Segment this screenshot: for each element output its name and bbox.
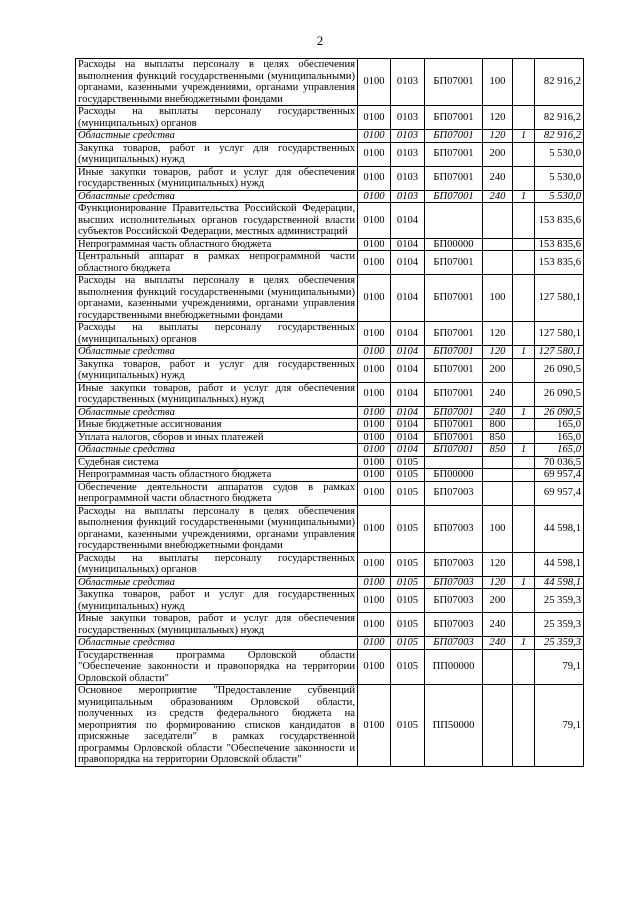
cell-subsection-code: 0104 <box>391 346 425 359</box>
table-row <box>76 358 584 382</box>
cell-amount: 69 957,4 <box>535 469 584 482</box>
cell-section-code: 0100 <box>358 238 391 251</box>
table-row <box>76 142 584 166</box>
cell-amount: 127 580,1 <box>535 322 584 346</box>
cell-target-article: БП07001 <box>425 346 483 359</box>
cell-expense-type <box>483 685 513 767</box>
cell-target-article: БП07001 <box>425 142 483 166</box>
table-row <box>76 444 584 457</box>
table-row <box>76 613 584 637</box>
cell-target-article: БП07001 <box>425 358 483 382</box>
cell-funding-source: 1 <box>513 190 535 203</box>
cell-amount: 127 580,1 <box>535 346 584 359</box>
cell-section-code: 0100 <box>358 552 391 576</box>
cell-name: Областные средства <box>76 637 358 650</box>
cell-section-code: 0100 <box>358 142 391 166</box>
table-row <box>76 106 584 130</box>
cell-name: Расходы на выплаты персоналу государственных (муниципальных) органов <box>76 552 358 576</box>
page-number: 2 <box>316 33 324 48</box>
cell-section-code: 0100 <box>358 358 391 382</box>
cell-section-code: 0100 <box>358 190 391 203</box>
cell-expense-type: 120 <box>483 130 513 143</box>
cell-amount: 79,1 <box>535 649 584 685</box>
cell-amount: 82 916,2 <box>535 106 584 130</box>
cell-name: Закупка товаров, работ и услуг для государственных (муниципальных) нужд <box>76 358 358 382</box>
cell-expense-type: 240 <box>483 190 513 203</box>
cell-target-article: БП07001 <box>425 166 483 190</box>
cell-subsection-code: 0103 <box>391 130 425 143</box>
cell-target-article: БП00000 <box>425 238 483 251</box>
cell-section-code: 0100 <box>358 649 391 685</box>
cell-section-code: 0100 <box>358 637 391 650</box>
cell-funding-source: 1 <box>513 637 535 650</box>
cell-subsection-code: 0105 <box>391 481 425 505</box>
cell-section-code: 0100 <box>358 346 391 359</box>
table-row <box>76 469 584 482</box>
cell-section-code: 0100 <box>358 419 391 432</box>
cell-amount: 26 090,5 <box>535 358 584 382</box>
cell-subsection-code: 0104 <box>391 382 425 406</box>
cell-name: Областные средства <box>76 190 358 203</box>
cell-name: Иные закупки товаров, работ и услуг для обеспечения государственных (муниципальных) нужд <box>76 166 358 190</box>
cell-target-article: ПП00000 <box>425 649 483 685</box>
table-row <box>76 649 584 685</box>
table-row <box>76 505 584 552</box>
cell-subsection-code: 0105 <box>391 649 425 685</box>
table-row <box>76 589 584 613</box>
table-row <box>76 130 584 143</box>
cell-section-code: 0100 <box>358 106 391 130</box>
cell-amount: 69 957,4 <box>535 481 584 505</box>
cell-amount: 44 598,1 <box>535 505 584 552</box>
cell-target-article: БП07003 <box>425 613 483 637</box>
cell-expense-type: 240 <box>483 637 513 650</box>
cell-section-code: 0100 <box>358 685 391 767</box>
cell-target-article: БП07001 <box>425 251 483 275</box>
cell-target-article: БП07001 <box>425 275 483 322</box>
cell-target-article: БП07003 <box>425 552 483 576</box>
cell-funding-source <box>513 589 535 613</box>
cell-target-article: БП07003 <box>425 576 483 589</box>
cell-subsection-code: 0105 <box>391 469 425 482</box>
cell-section-code: 0100 <box>358 382 391 406</box>
cell-section-code: 0100 <box>358 59 391 106</box>
cell-name: Центральный аппарат в рамках непрограммной части областного бюджета <box>76 251 358 275</box>
cell-expense-type: 100 <box>483 275 513 322</box>
cell-funding-source <box>513 238 535 251</box>
cell-amount: 26 090,5 <box>535 382 584 406</box>
cell-expense-type: 800 <box>483 419 513 432</box>
cell-name: Областные средства <box>76 444 358 457</box>
table-row <box>76 406 584 419</box>
cell-funding-source <box>513 166 535 190</box>
cell-amount: 5 530,0 <box>535 142 584 166</box>
cell-funding-source <box>513 322 535 346</box>
cell-funding-source <box>513 505 535 552</box>
cell-expense-type: 240 <box>483 406 513 419</box>
cell-name: Функционирование Правительства Российской Федерации, высших исполнительных органов государственной власти субъектов Российской Федерации, местных администраций <box>76 203 358 239</box>
cell-section-code: 0100 <box>358 505 391 552</box>
cell-target-article: БП07001 <box>425 322 483 346</box>
cell-subsection-code: 0104 <box>391 406 425 419</box>
cell-name: Расходы на выплаты персоналу государственных (муниципальных) органов <box>76 106 358 130</box>
cell-name: Закупка товаров, работ и услуг для государственных (муниципальных) нужд <box>76 589 358 613</box>
cell-name: Областные средства <box>76 406 358 419</box>
cell-funding-source <box>513 419 535 432</box>
cell-subsection-code: 0105 <box>391 576 425 589</box>
cell-name: Уплата налогов, сборов и иных платежей <box>76 431 358 444</box>
cell-target-article: БП07003 <box>425 505 483 552</box>
cell-target-article: БП07001 <box>425 59 483 106</box>
cell-funding-source <box>513 685 535 767</box>
cell-funding-source <box>513 431 535 444</box>
table-row <box>76 190 584 203</box>
table-row <box>76 346 584 359</box>
cell-expense-type: 200 <box>483 142 513 166</box>
cell-expense-type: 120 <box>483 346 513 359</box>
cell-name: Областные средства <box>76 346 358 359</box>
cell-funding-source <box>513 649 535 685</box>
cell-amount: 44 598,1 <box>535 552 584 576</box>
cell-amount: 5 530,0 <box>535 166 584 190</box>
cell-funding-source <box>513 275 535 322</box>
cell-amount: 25 359,3 <box>535 637 584 650</box>
cell-target-article: БП07003 <box>425 637 483 650</box>
table-row <box>76 203 584 239</box>
cell-target-article: БП07003 <box>425 481 483 505</box>
cell-funding-source <box>513 552 535 576</box>
cell-funding-source <box>513 251 535 275</box>
cell-subsection-code: 0105 <box>391 505 425 552</box>
cell-target-article: БП07001 <box>425 382 483 406</box>
cell-section-code: 0100 <box>358 576 391 589</box>
table-row <box>76 431 584 444</box>
cell-amount: 82 916,2 <box>535 59 584 106</box>
cell-target-article: БП07001 <box>425 106 483 130</box>
cell-expense-type <box>483 456 513 469</box>
cell-subsection-code: 0104 <box>391 419 425 432</box>
cell-name: Судебная система <box>76 456 358 469</box>
table-row <box>76 238 584 251</box>
cell-target-article: БП07001 <box>425 431 483 444</box>
table-row <box>76 59 584 106</box>
cell-expense-type <box>483 203 513 239</box>
cell-funding-source: 1 <box>513 406 535 419</box>
cell-subsection-code: 0105 <box>391 637 425 650</box>
cell-funding-source <box>513 106 535 130</box>
cell-section-code: 0100 <box>358 469 391 482</box>
cell-name: Иные бюджетные ассигнования <box>76 419 358 432</box>
cell-amount: 26 090,5 <box>535 406 584 419</box>
cell-subsection-code: 0104 <box>391 251 425 275</box>
cell-target-article: БП07001 <box>425 130 483 143</box>
cell-expense-type <box>483 649 513 685</box>
cell-amount: 127 580,1 <box>535 275 584 322</box>
cell-amount: 70 036,5 <box>535 456 584 469</box>
cell-name: Расходы на выплаты персоналу государственных (муниципальных) органов <box>76 322 358 346</box>
cell-funding-source: 1 <box>513 576 535 589</box>
cell-amount: 25 359,3 <box>535 613 584 637</box>
cell-name: Государственная программа Орловской области "Обеспечение законности и правопорядка на территории Орловской области" <box>76 649 358 685</box>
cell-funding-source <box>513 481 535 505</box>
cell-funding-source <box>513 456 535 469</box>
cell-expense-type: 100 <box>483 59 513 106</box>
cell-subsection-code: 0104 <box>391 275 425 322</box>
cell-target-article <box>425 203 483 239</box>
cell-subsection-code: 0105 <box>391 589 425 613</box>
budget-table <box>75 58 584 767</box>
cell-subsection-code: 0104 <box>391 444 425 457</box>
cell-section-code: 0100 <box>358 166 391 190</box>
table-row <box>76 481 584 505</box>
cell-name: Иные закупки товаров, работ и услуг для обеспечения государственных (муниципальных) нужд <box>76 382 358 406</box>
cell-amount: 79,1 <box>535 685 584 767</box>
cell-funding-source: 1 <box>513 346 535 359</box>
cell-amount: 153 835,6 <box>535 238 584 251</box>
cell-section-code: 0100 <box>358 251 391 275</box>
cell-funding-source: 1 <box>513 130 535 143</box>
cell-section-code: 0100 <box>358 130 391 143</box>
cell-subsection-code: 0105 <box>391 456 425 469</box>
cell-expense-type <box>483 469 513 482</box>
cell-expense-type <box>483 238 513 251</box>
table-row <box>76 419 584 432</box>
cell-section-code: 0100 <box>358 589 391 613</box>
cell-amount: 5 530,0 <box>535 190 584 203</box>
cell-amount: 165,0 <box>535 431 584 444</box>
cell-subsection-code: 0104 <box>391 431 425 444</box>
cell-name: Расходы на выплаты персоналу в целях обеспечения выполнения функций государственными (муниципальными) органами, казенными учреждениями, органами управления государственными внебюджетными фондами <box>76 59 358 106</box>
cell-subsection-code: 0103 <box>391 142 425 166</box>
cell-subsection-code: 0103 <box>391 59 425 106</box>
table-row <box>76 552 584 576</box>
cell-funding-source <box>513 358 535 382</box>
cell-name: Областные средства <box>76 130 358 143</box>
cell-subsection-code: 0105 <box>391 685 425 767</box>
cell-section-code: 0100 <box>358 456 391 469</box>
cell-amount: 165,0 <box>535 419 584 432</box>
cell-target-article: БП07001 <box>425 419 483 432</box>
table-row <box>76 382 584 406</box>
cell-target-article: БП07001 <box>425 406 483 419</box>
cell-expense-type: 120 <box>483 576 513 589</box>
cell-funding-source <box>513 59 535 106</box>
table-row <box>76 322 584 346</box>
cell-funding-source <box>513 469 535 482</box>
cell-expense-type: 850 <box>483 444 513 457</box>
cell-subsection-code: 0105 <box>391 613 425 637</box>
cell-funding-source <box>513 142 535 166</box>
cell-amount: 153 835,6 <box>535 251 584 275</box>
cell-target-article: ПП50000 <box>425 685 483 767</box>
cell-amount: 165,0 <box>535 444 584 457</box>
table-row <box>76 637 584 650</box>
cell-section-code: 0100 <box>358 406 391 419</box>
cell-amount: 44 598,1 <box>535 576 584 589</box>
cell-funding-source <box>513 203 535 239</box>
cell-name: Непрограммная часть областного бюджета <box>76 469 358 482</box>
cell-name: Расходы на выплаты персоналу в целях обеспечения выполнения функций государственными (муниципальными) органами, казенными учреждениями, органами управления государственными внебюджетными фондами <box>76 275 358 322</box>
cell-target-article <box>425 456 483 469</box>
table-row <box>76 251 584 275</box>
cell-subsection-code: 0103 <box>391 106 425 130</box>
cell-name: Основное мероприятие "Предоставление субвенций муниципальным образованиям Орловской области, полученных из средств федерального бюджета на мероприятия по формированию списков кандидатов в присяжные заседатели" в рамках государственной программы Орловской области "Обеспечение законности и правопорядка на территории Орловской области" <box>76 685 358 767</box>
cell-section-code: 0100 <box>358 275 391 322</box>
cell-target-article: БП00000 <box>425 469 483 482</box>
cell-funding-source <box>513 613 535 637</box>
cell-target-article: БП07001 <box>425 444 483 457</box>
cell-name: Непрограммная часть областного бюджета <box>76 238 358 251</box>
cell-section-code: 0100 <box>358 613 391 637</box>
cell-section-code: 0100 <box>358 444 391 457</box>
cell-amount: 25 359,3 <box>535 589 584 613</box>
cell-subsection-code: 0103 <box>391 166 425 190</box>
cell-name: Иные закупки товаров, работ и услуг для обеспечения государственных (муниципальных) нужд <box>76 613 358 637</box>
cell-section-code: 0100 <box>358 481 391 505</box>
cell-subsection-code: 0103 <box>391 190 425 203</box>
cell-expense-type: 200 <box>483 589 513 613</box>
cell-target-article: БП07001 <box>425 190 483 203</box>
cell-expense-type: 120 <box>483 552 513 576</box>
cell-expense-type: 120 <box>483 106 513 130</box>
table-row <box>76 685 584 767</box>
cell-amount: 82 916,2 <box>535 130 584 143</box>
cell-subsection-code: 0104 <box>391 358 425 382</box>
cell-expense-type: 100 <box>483 505 513 552</box>
cell-name: Закупка товаров, работ и услуг для государственных (муниципальных) нужд <box>76 142 358 166</box>
cell-name: Областные средства <box>76 576 358 589</box>
cell-amount: 153 835,6 <box>535 203 584 239</box>
table-row <box>76 456 584 469</box>
cell-funding-source <box>513 382 535 406</box>
cell-name: Расходы на выплаты персоналу в целях обеспечения выполнения функций государственными (муниципальными) органами, казенными учреждениями, органами управления государственными внебюджетными фондами <box>76 505 358 552</box>
cell-expense-type: 240 <box>483 382 513 406</box>
cell-expense-type <box>483 481 513 505</box>
cell-expense-type: 240 <box>483 613 513 637</box>
cell-subsection-code: 0104 <box>391 203 425 239</box>
cell-subsection-code: 0105 <box>391 552 425 576</box>
cell-expense-type: 240 <box>483 166 513 190</box>
table-row <box>76 166 584 190</box>
cell-name: Обеспечение деятельности аппаратов судов в рамках непрограммной части областного бюджета <box>76 481 358 505</box>
cell-subsection-code: 0104 <box>391 322 425 346</box>
cell-expense-type: 200 <box>483 358 513 382</box>
cell-expense-type: 120 <box>483 322 513 346</box>
cell-target-article: БП07003 <box>425 589 483 613</box>
cell-expense-type <box>483 251 513 275</box>
table-body <box>76 59 584 767</box>
cell-subsection-code: 0104 <box>391 238 425 251</box>
cell-expense-type: 850 <box>483 431 513 444</box>
cell-section-code: 0100 <box>358 203 391 239</box>
cell-section-code: 0100 <box>358 431 391 444</box>
table-row <box>76 576 584 589</box>
cell-funding-source: 1 <box>513 444 535 457</box>
table-row <box>76 275 584 322</box>
cell-section-code: 0100 <box>358 322 391 346</box>
